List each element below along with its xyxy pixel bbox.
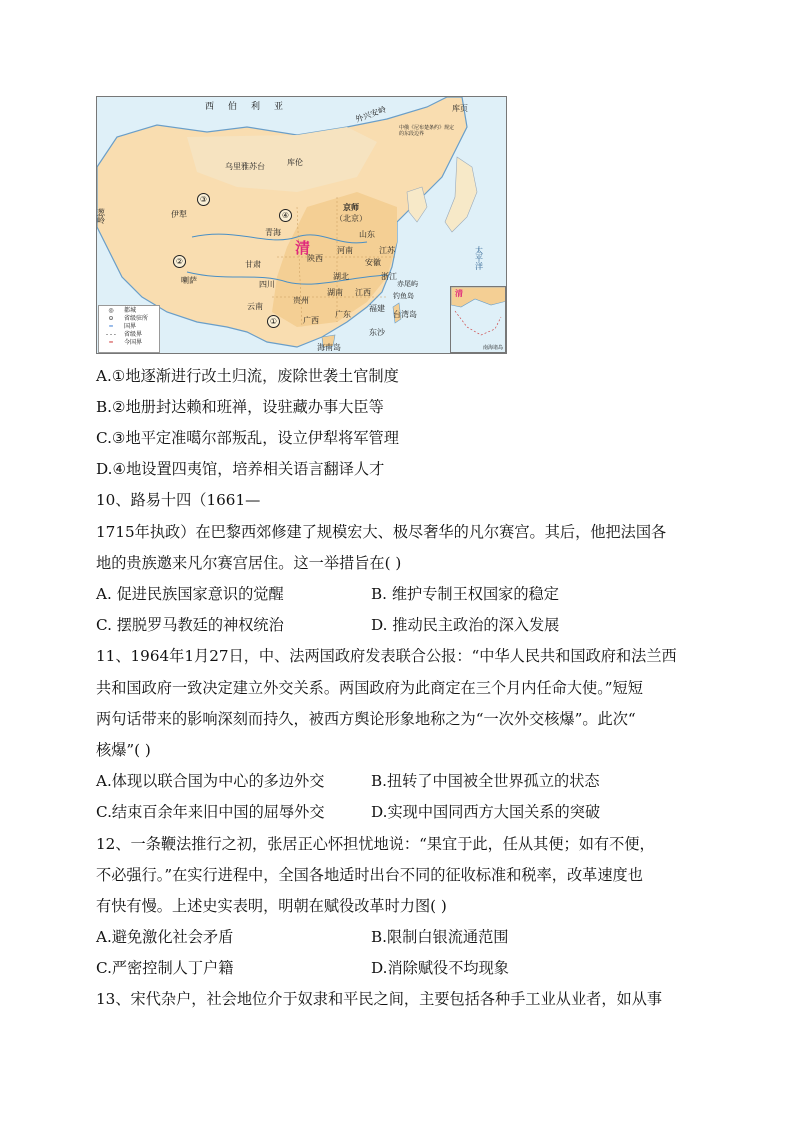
label-congling: 葱岭 (97, 208, 105, 225)
label-gansu: 甘肃 (245, 260, 261, 269)
japan-land (445, 157, 477, 232)
label-pacific: 太平洋 (475, 246, 483, 271)
label-qinghai: 青海 (265, 228, 281, 237)
q10-stem-line: 10、路易十四（1661— (96, 491, 261, 509)
label-lasa: 喇萨 (181, 276, 197, 285)
label-hunan: 湖南 (327, 288, 343, 297)
marker-4: ④ (279, 209, 292, 222)
q11-option-d: D.实现中国同西方大国关系的突破 (371, 803, 601, 821)
legend-label: 今国界 (124, 339, 143, 346)
q11-option-b: B.扭转了中国被全世界孤立的状态 (371, 772, 600, 790)
q10-stem-line: 1715年执政）在巴黎西郊修建了规模宏大、极尽奢华的凡尔赛宫。其后，他把法国各 (96, 523, 667, 541)
label-guangdong: 广东 (335, 310, 351, 319)
q12-stem-line: 有快有慢。上述史实表明，明朝在赋役改革时力图( ) (96, 897, 447, 915)
marker-1: ① (267, 315, 280, 328)
label-siberia: 西伯利亚 (205, 102, 298, 112)
q10-option-d: D. 推动民主政治的深入发展 (371, 616, 560, 634)
label-wuliyasutai: 乌里雅苏台 (225, 162, 265, 171)
legend-row (101, 339, 157, 347)
q12-option-a: A.避免激化社会矛盾 (96, 928, 234, 946)
label-hubei: 湖北 (333, 272, 349, 281)
label-guangxi: 广西 (303, 316, 319, 325)
q12-option-d: D.消除赋役不均现象 (371, 959, 509, 977)
q10-option-a: A. 促进民族国家意识的觉醒 (96, 585, 284, 603)
label-jiangsu: 江苏 (379, 246, 395, 255)
legend-row (101, 315, 157, 323)
legend-seat-symbol: ⊙ (108, 315, 114, 322)
q11-stem-line: 11、1964年1月27日，中、法两国政府发表联合公报：“中华人民共和国政府和法兰西 (96, 647, 677, 665)
q10-option-b: B. 维护专制王权国家的稳定 (371, 585, 559, 603)
label-dongsha: 东沙 (369, 328, 385, 337)
label-zhejiang: 浙江 (381, 272, 397, 281)
q11-stem-line: 共和国政府一致决定建立外交关系。两国政府为此商定在三个月内任命大使。”短短 (96, 679, 643, 697)
label-qing: 清 (295, 239, 311, 257)
marker-2: ② (173, 255, 186, 268)
label-kulun: 库伦 (287, 158, 303, 167)
label-jingshi: 京师 (343, 202, 359, 212)
label-shandong: 山东 (359, 230, 375, 239)
map-legend (98, 305, 160, 353)
legend-modern-border-symbol: ━ (109, 339, 113, 346)
legend-row (101, 323, 157, 331)
label-yili: 伊犁 (171, 210, 187, 219)
label-hainan: 海南岛 (317, 343, 341, 352)
q12-stem-line: 12、一条鞭法推行之初，张居正心怀担忧地说：“果宜于此，任从其便；如有不便， (96, 835, 655, 853)
q12-stem-line: 不必强行。”在实行进程中，全国各地适时出台不同的征收标准和税率，改革速度也 (96, 866, 643, 884)
q12-option-b: B.限制白银流通范围 (371, 928, 509, 946)
legend-province-border-symbol: - - - (106, 331, 116, 338)
q9-option-c: C.③地平定准噶尔部叛乱，设立伊犁将军管理 (96, 429, 399, 447)
legend-row (101, 307, 157, 315)
inset-qing-label: 清 (455, 288, 463, 298)
legend-border-symbol: ━ (109, 323, 113, 330)
q10-option-c: C. 摆脱罗马教廷的神权统治 (96, 616, 284, 634)
label-waixinganling: 外兴安岭 (354, 104, 388, 125)
label-kuye: 库页 (452, 104, 468, 113)
legend-label: 省级驻所 (124, 315, 149, 322)
qing-dynasty-map (96, 96, 507, 354)
label-sichuan: 四川 (259, 280, 275, 289)
label-shanxi: 陕西 (307, 254, 323, 263)
q12-option-c: C.严密控制人丁户籍 (96, 959, 234, 977)
label-henan: 河南 (337, 246, 353, 255)
legend-label: 省级界 (124, 331, 143, 338)
label-jiangxi: 江西 (355, 288, 371, 297)
label-guizhou: 贵州 (293, 296, 309, 305)
q10-stem-line: 地的贵族邀来凡尔赛宫居住。这一举措旨在( ) (96, 554, 402, 572)
label-fujian: 福建 (369, 304, 385, 313)
q11-option-c: C.结束百余年来旧中国的屈辱外交 (96, 803, 325, 821)
q13-stem-line: 13、宋代杂户，社会地位介于奴隶和平民之间，主要包括各种手工业从业者，如从事 (96, 990, 663, 1008)
marker-3: ③ (197, 193, 210, 206)
q9-option-a: A.①地逐渐进行改土归流，废除世袭土官制度 (96, 367, 399, 385)
inset-caption: 南海诸岛 (482, 345, 503, 351)
label-beijing: （北京） (335, 214, 367, 223)
legend-capital-symbol: ◎ (108, 307, 114, 314)
legend-label: 国界 (124, 323, 137, 330)
q11-stem-line: 核爆”( ) (96, 741, 151, 759)
q9-option-d: D.④地设置四夷馆，培养相关语言翻译人才 (96, 460, 385, 478)
q11-option-a: A.体现以联合国为中心的多边外交 (96, 772, 325, 790)
label-chiwei: 赤尾屿 (397, 280, 418, 288)
q9-option-b: B.②地册封达赖和班禅，设驻藏办事大臣等 (96, 398, 384, 416)
label-taiwan: 台湾岛 (393, 310, 417, 319)
label-treaty-note: 中俄《尼布楚条约》规定的东段边界 (399, 125, 455, 137)
label-anhui: 安徽 (365, 258, 381, 267)
label-diaoyu: 钓鱼岛 (393, 292, 414, 300)
label-yunnan: 云南 (247, 302, 263, 311)
legend-row (101, 331, 157, 339)
legend-label: 都城 (124, 307, 137, 314)
south-china-sea-inset (450, 286, 506, 353)
q11-stem-line: 两句话带来的影响深刻而持久，被西方舆论形象地称之为“一次外交核爆”。此次“ (96, 710, 636, 728)
